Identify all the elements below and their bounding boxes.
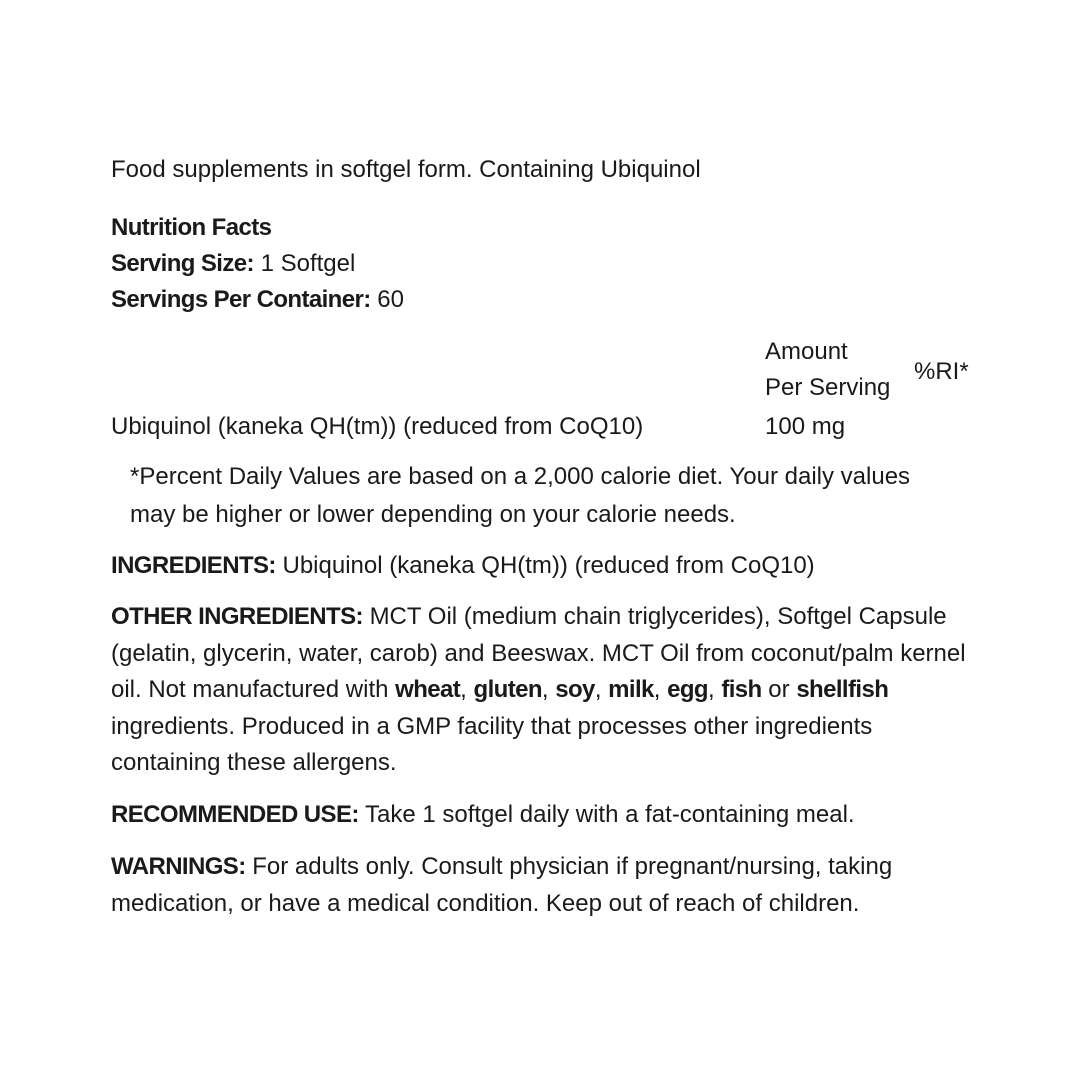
servings-value: 60 xyxy=(377,286,404,313)
allergen-wheat: wheat xyxy=(395,676,461,703)
allergen-soy: soy xyxy=(555,676,595,703)
other-ingredients-label: OTHER INGREDIENTS: xyxy=(111,603,363,630)
ingredients-text: Ubiquinol (kaneka QH(tm)) (reduced from CoQ10) xyxy=(282,552,815,579)
allergen-egg: egg xyxy=(667,676,708,703)
amount-header-line1: Amount xyxy=(765,338,848,365)
warnings-text: For adults only. Consult physician if pregnant/nursing, taking medication, or have a medical condition. Keep out of reach of children. xyxy=(111,853,893,917)
ingredients-label: INGREDIENTS: xyxy=(111,552,276,579)
warnings-label: WARNINGS: xyxy=(111,853,246,880)
intro-text: Food supplements in softgel form. Containing Ubiquinol xyxy=(111,156,701,183)
allergen-fish: fish xyxy=(721,676,762,703)
footnote-line-1: *Percent Daily Values are based on a 2,000 calorie diet. Your daily values xyxy=(130,463,911,490)
serving-size-value: 1 Softgel xyxy=(260,250,356,277)
other-ingredients: OTHER INGREDIENTS: MCT Oil (medium chain triglycerides), Softgel Capsule (gelatin, glycerin, water, carob) and Beeswax. MCT Oil from coconut/palm kernel oil. Not manufactured with wheat, gluten, soy, milk, egg, fish or shellfish ingredients. Produced in a GMP facility that processes other ingredients containing these allergens. xyxy=(111,603,966,776)
footnote-line-2: may be higher or lower depending on your calorie needs. xyxy=(130,501,736,528)
amount-header-line2: Per Serving xyxy=(765,374,891,401)
ingredient-row-amount: 100 mg xyxy=(765,413,846,440)
ingredients xyxy=(111,548,815,584)
nutrition-facts-title: Nutrition Facts xyxy=(111,214,272,241)
recommended-use-label: RECOMMENDED USE: xyxy=(111,801,359,828)
allergen-milk: milk xyxy=(608,676,654,703)
serving-size-label: Serving Size: xyxy=(111,250,254,277)
allergen-shellfish: shellfish xyxy=(796,676,889,703)
servings-per-container xyxy=(111,282,404,318)
servings-label: Servings Per Container: xyxy=(111,286,371,313)
serving-size xyxy=(111,246,355,282)
ingredient-row-name: Ubiquinol (kaneka QH(tm)) (reduced from CoQ10) xyxy=(111,413,644,440)
ri-header: %RI* xyxy=(914,358,969,385)
allergen-gluten: gluten xyxy=(473,676,542,703)
warnings xyxy=(111,849,951,922)
recommended-use-text: Take 1 softgel daily with a fat-containing meal. xyxy=(364,801,855,828)
recommended-use xyxy=(111,797,855,833)
